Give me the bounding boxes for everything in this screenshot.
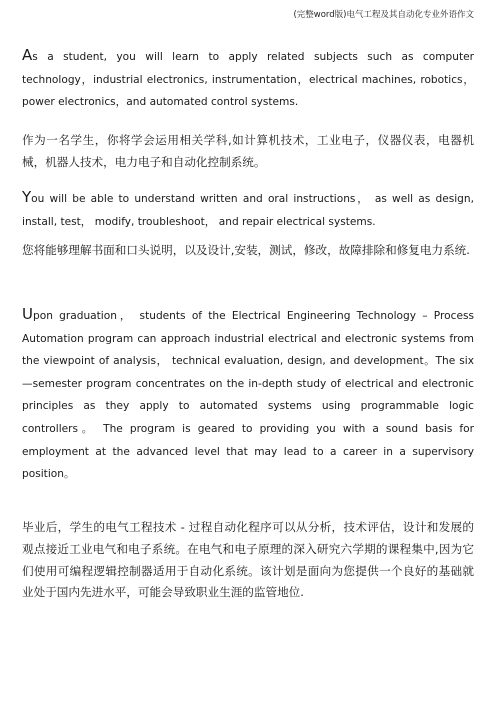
drop-initial: Y	[22, 188, 32, 206]
paragraph-en-3	[22, 303, 474, 486]
paragraph-en-2	[22, 186, 474, 233]
paragraph-zh-2: 您将能够理解书面和口头说明，以及设计,安装，测试，修改，故障排除和修复电力系统.	[22, 243, 470, 257]
paragraph-zh-1: 作为一名学生，你将学会运用相关学科,如计算机技术，工业电子，仪器仪表，电器机械，机器人技术，电力电子和自动化控制系统。	[22, 133, 474, 169]
paragraph-text: pon graduation， students of the Electrical Engineering Technology – Process Automation program can approach industrial electrical and electronic systems from the viewpoint of analysis， technical evaluation, design, and development。The six—semester program concentrates on the in-depth study of electrical and electronic principles as they apply to automated systems using programmable logic controllers。 The program is geared to providing you with a sound basis for employment at the advanced level that may lead to a career in a supervisory position。	[22, 310, 474, 481]
paragraph-text: s a student, you will learn to apply related subjects such as computer technology，industrial electronics, instrumentation，electrical machines, robotics，power electronics，and automated control systems.	[22, 51, 474, 109]
drop-initial: A	[22, 46, 33, 64]
paragraph-zh-3: 毕业后，学生的电气工程技术 - 过程自动化程序可以从分析，技术评估，设计和发展的观点接近工业电气和电子系统。在电气和电子原理的深入研究六学期的课程集中,因为它们使用可编程逻辑控制器适用于自动化系统。该计划是面向为您提供一个良好的基础就业处于国内先进水平，可能会导致职业生涯的监管地位.	[22, 520, 474, 600]
drop-initial: U	[22, 305, 33, 323]
paragraph-text: ou will be able to understand written and oral instructions， as well as design, install, test， modify, troubleshoot， and repair electrical systems.	[22, 193, 474, 228]
running-header-title: (完整word版)电气工程及其自动化专业外语作文	[293, 10, 474, 20]
paragraph-en-1	[22, 44, 474, 114]
